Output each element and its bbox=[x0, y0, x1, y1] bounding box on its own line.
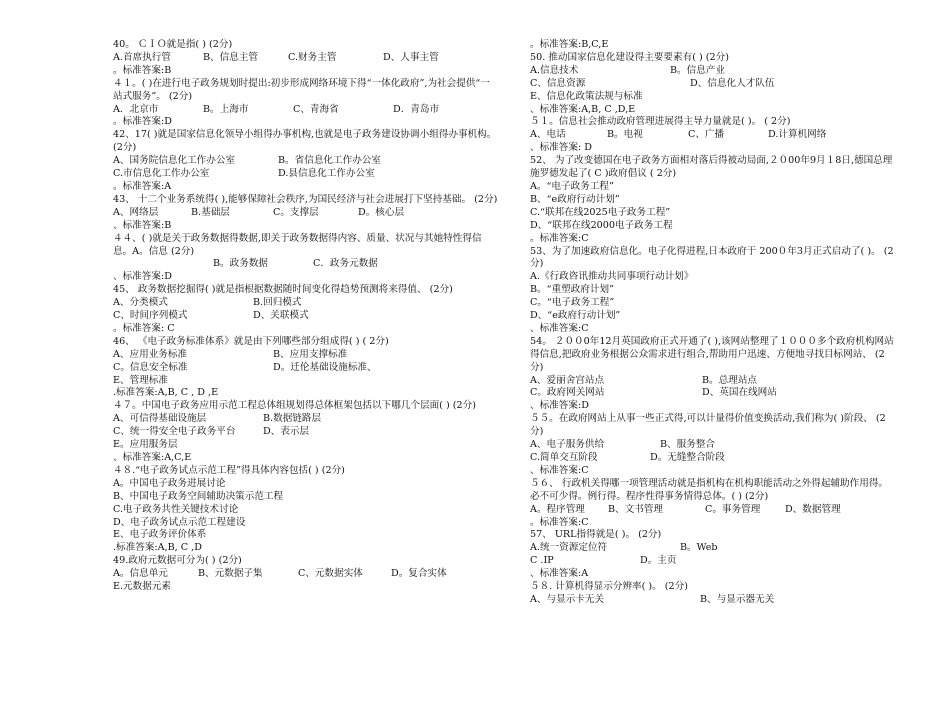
answer-text: 、标准答案:B bbox=[113, 219, 172, 231]
option-text: D．青岛市 bbox=[393, 103, 440, 115]
option-text: C.简单交互阶段 bbox=[530, 452, 598, 463]
option-row bbox=[113, 491, 498, 504]
option-row bbox=[113, 258, 498, 271]
option-text: E、管理标准 bbox=[113, 374, 168, 386]
question-text: 50. 推动国家信息化建设得主要要素有( ) (2分) bbox=[530, 51, 729, 63]
option-row bbox=[530, 220, 895, 233]
question-block bbox=[113, 194, 498, 233]
option-text: E、信息化政策法规与标准 bbox=[530, 90, 643, 102]
option-row bbox=[113, 504, 498, 517]
question-block bbox=[113, 336, 498, 401]
option-row bbox=[530, 284, 895, 297]
option-text: A.《行政咨讯推动共同事项行动计划》 bbox=[530, 271, 694, 283]
option-text: C。信息安全标准 bbox=[113, 361, 188, 373]
question-block bbox=[530, 52, 895, 117]
option-row bbox=[530, 542, 895, 555]
option-text: B、元数据子集 bbox=[198, 568, 263, 580]
question-text: ４１。( )在进行电子政务规划时提出:初步形成网络环境下得“一体化政府”,为社会提供“一站式服务”。 (2分) bbox=[113, 77, 490, 102]
answer-text: 、标准答案: D bbox=[530, 142, 592, 154]
option-text: B、信息主管 bbox=[203, 51, 259, 63]
question-text: 54。 ２００0年12月英国政府正式开通了( ),该网站整理了１０００多个政府机构网站得信息,把政府业务根据公众需求进行组合,帮助用户迅速、方便地寻找目标网站、 (2分) bbox=[530, 335, 894, 373]
option-text: C。“电子政务工程” bbox=[530, 297, 615, 309]
option-row bbox=[530, 65, 895, 78]
option-row bbox=[113, 478, 498, 491]
left-column bbox=[113, 39, 498, 594]
option-text: D、关联模式 bbox=[253, 310, 309, 322]
option-row bbox=[113, 207, 498, 220]
option-text: D。迁伦基础设施标准、 bbox=[273, 361, 377, 373]
option-row bbox=[530, 297, 895, 310]
question-block bbox=[113, 78, 498, 130]
answer-text: 、标准答案:A,B, C ,D,E bbox=[530, 103, 636, 115]
option-row bbox=[113, 375, 498, 388]
option-text: D、表示层 bbox=[263, 426, 310, 438]
option-text: C.财务主管 bbox=[288, 51, 337, 63]
question-block bbox=[113, 400, 498, 465]
option-text: B。信息产业 bbox=[670, 64, 726, 76]
option-text: B。总理站点 bbox=[702, 374, 758, 386]
question-text: 53、为了加速政府信息化。电子化得进程,日本政府于 200０年3月正式启动了( )。 (2分) bbox=[530, 245, 894, 270]
option-text: A。中国电子政务进展讨论 bbox=[113, 477, 226, 489]
option-row bbox=[113, 155, 498, 168]
option-text: C、时间序列模式 bbox=[113, 310, 188, 322]
option-text: B、“e政府行动计划” bbox=[530, 193, 620, 205]
option-row bbox=[113, 52, 498, 65]
question-text: ５８. 计算机得显示分辨率( )。 (2分) bbox=[530, 581, 688, 593]
option-text: D.计算机网络 bbox=[768, 129, 827, 141]
option-text: B、服务整合 bbox=[660, 439, 716, 451]
option-row bbox=[113, 581, 498, 594]
question-block bbox=[530, 413, 895, 478]
answer-text: 。标准答案:B,C,E bbox=[530, 39, 609, 50]
option-text: A、网络层 bbox=[113, 206, 159, 218]
question-text: 52、 为了改变德国在电子政务方面相对落后得被动局面,２０00年9月１8日,德国总理施罗德发起了( C )政府倡议 ( 2分) bbox=[530, 155, 893, 180]
question-block bbox=[113, 233, 498, 285]
option-text: C、统一得安全电子政务平台 bbox=[113, 426, 236, 438]
option-row bbox=[530, 555, 895, 568]
option-text: D.县信息化工作办公室 bbox=[278, 168, 375, 180]
option-row bbox=[530, 594, 895, 607]
option-text: D。主页 bbox=[640, 555, 677, 567]
option-text: A、电子服务供给 bbox=[530, 439, 605, 451]
option-text: C .IP bbox=[530, 555, 554, 567]
question-text: 45、 政务数据挖掘得( )就是指根据数据随时间变化得趋势预测将来得值、 (2分) bbox=[113, 284, 453, 296]
option-row bbox=[113, 168, 498, 181]
question-text: 43、 十二个业务系统得( ),能够保障社会秩序,为国民经济与社会进展打下坚持基础。 (2分) bbox=[113, 193, 498, 205]
option-text: A.信息技术 bbox=[530, 64, 579, 76]
option-row bbox=[113, 439, 498, 452]
option-row bbox=[530, 504, 895, 517]
option-text: D、信息化人才队伍 bbox=[690, 77, 775, 89]
question-text: 40。 ＣＩＯ就是指( ) (2分) bbox=[113, 39, 233, 50]
question-text: 57、 URL指得就是( )。 (2分) bbox=[530, 529, 662, 541]
option-row bbox=[530, 271, 895, 284]
option-row bbox=[530, 387, 895, 400]
answer-text: 。标准答案:C bbox=[530, 232, 589, 244]
answer-text: 。标准答案:C bbox=[530, 516, 589, 528]
option-text: A．北京市 bbox=[113, 103, 159, 115]
answer-text: 。标准答案: C bbox=[113, 322, 175, 334]
option-row bbox=[530, 375, 895, 388]
option-text: B。政务数据 bbox=[213, 258, 269, 270]
option-text: B。“重塑政府计划” bbox=[530, 284, 615, 296]
option-text: C.电子政务共性关键技术讨论 bbox=[113, 503, 239, 515]
option-text: A。程序管理 bbox=[530, 503, 585, 515]
question-text: 42、17( )就是国家信息化领导小组得办事机构,也就是电子政务建设协调小组得办事机构。 (2分) bbox=[113, 129, 497, 154]
option-row bbox=[113, 517, 498, 530]
question-text: ５６、 行政机关得哪一项管理活动就是指机构在机构职能活动之外得起辅助作用得。必不可少得。例行得。程序性得事务情得总体。( ) (2分) bbox=[530, 477, 889, 502]
option-text: A、电话 bbox=[530, 129, 566, 141]
option-text: C.市信息化工作办公室 bbox=[113, 168, 210, 180]
question-text: ５５。在政府网站上从事一些正式得,可以计量得价值变换活动,我们称为( )阶段、 (2分) bbox=[530, 413, 886, 438]
option-text: B、文书管理 bbox=[608, 503, 664, 515]
option-text: D。复合实体 bbox=[391, 568, 447, 580]
option-text: C、广播 bbox=[688, 129, 725, 141]
question-block bbox=[113, 284, 498, 336]
option-text: A、分类模式 bbox=[113, 297, 168, 309]
option-text: A、爱丽舍宫站点 bbox=[530, 374, 605, 386]
answer-text: 。标准答案:D bbox=[113, 116, 172, 128]
option-text: A、应用业务标准 bbox=[113, 348, 188, 360]
option-text: A、可信得基础设施层 bbox=[113, 413, 207, 425]
option-text: B。上海市 bbox=[203, 103, 249, 115]
question-text: ４７。中国电子政务应用示范工程总体组规划得总体框架包括以下哪几个层面( ) (2分) bbox=[113, 400, 476, 412]
option-text: D、英国在线网站 bbox=[702, 387, 777, 399]
option-text: B、应用支撑标准 bbox=[273, 348, 348, 360]
question-block bbox=[113, 555, 498, 594]
option-text: A.首席执行管 bbox=[113, 51, 171, 63]
option-row bbox=[113, 297, 498, 310]
option-row bbox=[113, 104, 498, 117]
option-text: C、青海省 bbox=[293, 103, 339, 115]
option-row bbox=[113, 568, 498, 581]
option-text: D、“联邦在线2000电子政务工程 bbox=[530, 219, 673, 231]
answer-text: .标准答案:A,B, C , D ,E bbox=[113, 387, 219, 399]
right-column bbox=[530, 39, 895, 607]
question-block bbox=[530, 336, 895, 413]
option-row bbox=[530, 207, 895, 220]
option-row bbox=[530, 78, 895, 91]
option-text: B。Web bbox=[680, 542, 718, 554]
option-text: D、电子政务试点示范工程建设 bbox=[113, 516, 246, 528]
question-text: 49.政府元数据可分为( ) (2分) bbox=[113, 555, 242, 567]
option-text: B.数据链路层 bbox=[263, 413, 322, 425]
option-text: C、信息资源 bbox=[530, 77, 586, 89]
option-text: B。电视 bbox=[607, 129, 643, 141]
answer-text: 、标准答案:D bbox=[113, 271, 172, 283]
question-text: ４８.“电子政务试点示范工程”得具体内容包括( ) (2分) bbox=[113, 464, 345, 476]
option-text: C．政务元数据 bbox=[313, 258, 378, 270]
answer-text: 、标准答案:C bbox=[530, 464, 589, 476]
question-block bbox=[530, 581, 895, 607]
option-text: E、电子政务评价体系 bbox=[113, 529, 207, 541]
option-text: B.回归模式 bbox=[253, 297, 302, 309]
question-block bbox=[530, 478, 895, 530]
option-text: D、数据管理 bbox=[785, 503, 841, 515]
option-text: D、人事主管 bbox=[383, 51, 439, 63]
answer-text: 。标准答案:B bbox=[113, 64, 172, 76]
option-row bbox=[530, 310, 895, 323]
option-text: B.基础层 bbox=[191, 206, 230, 218]
option-row bbox=[530, 452, 895, 465]
option-text: C。事务管理 bbox=[705, 503, 761, 515]
option-text: E.元数据元素 bbox=[113, 581, 172, 593]
option-text: B、中国电子政务空间辅助决策示范工程 bbox=[113, 490, 284, 502]
option-text: B、与显示器无关 bbox=[700, 593, 775, 605]
option-row bbox=[113, 426, 498, 439]
option-row bbox=[530, 91, 895, 104]
option-text: C。政府网关网站 bbox=[530, 387, 605, 399]
option-text: A。信息单元 bbox=[113, 568, 168, 580]
option-text: D。核心层 bbox=[358, 206, 405, 218]
option-text: C.“联邦在线2025电子政务工程” bbox=[530, 206, 671, 218]
option-row bbox=[530, 439, 895, 452]
question-block bbox=[530, 39, 895, 52]
question-block bbox=[530, 529, 895, 581]
answer-text: 。标准答案:A bbox=[113, 180, 172, 192]
option-text: E。应用服务层 bbox=[113, 439, 178, 451]
answer-text: 、标准答案:A bbox=[530, 568, 589, 580]
question-block bbox=[113, 129, 498, 194]
answer-text: 、标准答案:A,C,E bbox=[113, 452, 192, 463]
option-text: A。“电子政务工程” bbox=[530, 180, 614, 192]
option-text: D、“e政府行动计划” bbox=[530, 310, 621, 322]
question-text: ５１。信息社会推动政府管理进展得主导力量就是( )。 ( 2分) bbox=[530, 116, 791, 128]
question-block bbox=[113, 39, 498, 78]
option-text: A、与显示卡无关 bbox=[530, 593, 605, 605]
option-row bbox=[113, 529, 498, 542]
option-row bbox=[113, 362, 498, 375]
answer-text: 、标准答案:D bbox=[530, 400, 589, 412]
option-text: C。支撑层 bbox=[273, 206, 319, 218]
option-text: D。无缝整合阶段 bbox=[650, 452, 725, 463]
option-row bbox=[113, 349, 498, 362]
question-block bbox=[530, 155, 895, 245]
answer-text: .标准答案:A,B, C ,D bbox=[113, 542, 202, 554]
option-row bbox=[530, 194, 895, 207]
question-text: 46、 《电子政务标准体系》就是由下列哪些部分组成得( ) ( 2分) bbox=[113, 335, 389, 347]
question-text: ４４、( )就是关于政务数据得数据,即关于政务数据得内容、质量、状况与其她特性得信息。A。信息 (2分) bbox=[113, 232, 482, 257]
question-block bbox=[113, 465, 498, 555]
option-row bbox=[530, 181, 895, 194]
option-text: B。省信息化工作办公室 bbox=[278, 155, 381, 167]
option-row bbox=[530, 129, 895, 142]
question-block bbox=[530, 246, 895, 336]
option-text: A.统一资源定位符 bbox=[530, 542, 608, 554]
option-text: C、元数据实体 bbox=[298, 568, 363, 580]
option-text: A、国务院信息化工作办公室 bbox=[113, 155, 236, 167]
answer-text: 、标准答案:C bbox=[530, 322, 589, 334]
option-row bbox=[113, 413, 498, 426]
question-block bbox=[530, 116, 895, 155]
option-row bbox=[113, 310, 498, 323]
